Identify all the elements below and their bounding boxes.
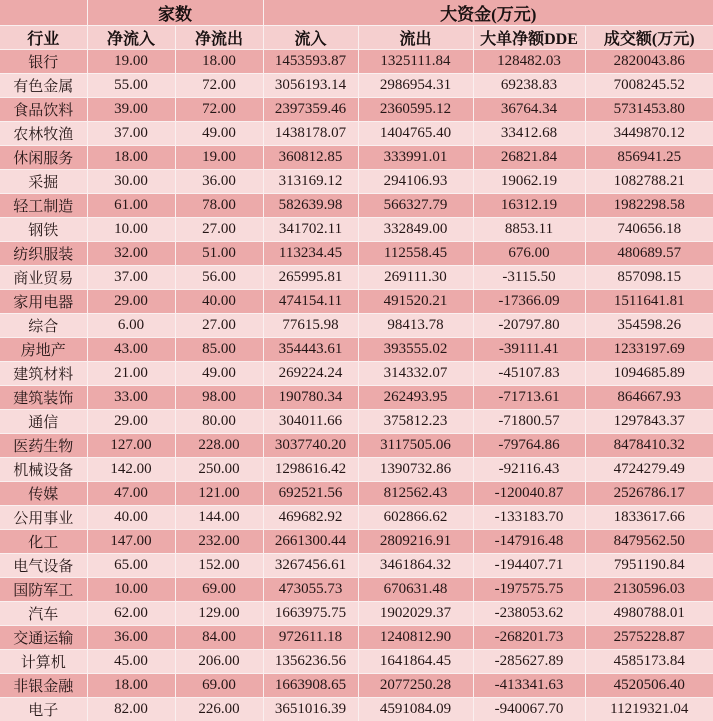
- net-outflow-cell[interactable]: 72.00: [175, 98, 263, 122]
- inflow-cell[interactable]: 265995.81: [263, 266, 358, 290]
- outflow-cell[interactable]: 112558.45: [358, 242, 473, 266]
- inflow-cell[interactable]: 354443.61: [263, 338, 358, 362]
- column-header-net-inflow[interactable]: 净流入: [87, 26, 175, 50]
- net-inflow-cell[interactable]: 33.00: [87, 386, 175, 410]
- table-row[interactable]: [0, 554, 713, 578]
- table-row[interactable]: [0, 50, 713, 74]
- industry-cell[interactable]: 休闲服务: [0, 146, 87, 170]
- dde-net-cell[interactable]: -238053.62: [473, 602, 585, 626]
- outflow-cell[interactable]: 1240812.90: [358, 626, 473, 650]
- industry-cell[interactable]: 公用事业: [0, 506, 87, 530]
- industry-cell[interactable]: 建筑装饰: [0, 386, 87, 410]
- table-row[interactable]: [0, 218, 713, 242]
- outflow-cell[interactable]: 491520.21: [358, 290, 473, 314]
- turnover-cell[interactable]: 740656.18: [585, 218, 713, 242]
- net-outflow-cell[interactable]: 72.00: [175, 74, 263, 98]
- header-group-industry-spacer: [0, 0, 87, 26]
- dde-net-cell[interactable]: -133183.70: [473, 506, 585, 530]
- outflow-cell[interactable]: 2360595.12: [358, 98, 473, 122]
- net-inflow-cell[interactable]: 142.00: [87, 458, 175, 482]
- net-outflow-cell[interactable]: 49.00: [175, 122, 263, 146]
- inflow-cell[interactable]: 3651016.39: [263, 698, 358, 721]
- table-row[interactable]: [0, 578, 713, 602]
- inflow-cell[interactable]: 1356236.56: [263, 650, 358, 674]
- inflow-cell[interactable]: 190780.34: [263, 386, 358, 410]
- column-header-outflow[interactable]: 流出: [358, 26, 473, 50]
- table-row[interactable]: [0, 74, 713, 98]
- net-inflow-cell[interactable]: 18.00: [87, 674, 175, 698]
- column-header-net-outflow[interactable]: 净流出: [175, 26, 263, 50]
- dde-net-cell[interactable]: -71713.61: [473, 386, 585, 410]
- inflow-cell[interactable]: 473055.73: [263, 578, 358, 602]
- net-outflow-cell[interactable]: 226.00: [175, 698, 263, 721]
- turnover-cell[interactable]: 864667.93: [585, 386, 713, 410]
- net-inflow-cell[interactable]: 30.00: [87, 170, 175, 194]
- turnover-cell[interactable]: 8479562.50: [585, 530, 713, 554]
- industry-cell[interactable]: 传媒: [0, 482, 87, 506]
- outflow-cell[interactable]: 262493.95: [358, 386, 473, 410]
- net-inflow-cell[interactable]: 37.00: [87, 266, 175, 290]
- turnover-cell[interactable]: 1833617.66: [585, 506, 713, 530]
- net-inflow-cell[interactable]: 47.00: [87, 482, 175, 506]
- net-outflow-cell[interactable]: 206.00: [175, 650, 263, 674]
- dde-net-cell[interactable]: 16312.19: [473, 194, 585, 218]
- inflow-cell[interactable]: 269224.24: [263, 362, 358, 386]
- table-row[interactable]: [0, 170, 713, 194]
- dde-net-cell[interactable]: -39111.41: [473, 338, 585, 362]
- inflow-cell[interactable]: 113234.45: [263, 242, 358, 266]
- outflow-cell[interactable]: 1390732.86: [358, 458, 473, 482]
- dde-net-cell[interactable]: -79764.86: [473, 434, 585, 458]
- net-outflow-cell[interactable]: 250.00: [175, 458, 263, 482]
- net-inflow-cell[interactable]: 36.00: [87, 626, 175, 650]
- turnover-cell[interactable]: 7008245.52: [585, 74, 713, 98]
- table-row[interactable]: [0, 338, 713, 362]
- industry-cell[interactable]: 家用电器: [0, 290, 87, 314]
- industry-cell[interactable]: 国防军工: [0, 578, 87, 602]
- net-inflow-cell[interactable]: 37.00: [87, 122, 175, 146]
- turnover-cell[interactable]: 4520506.40: [585, 674, 713, 698]
- table-row[interactable]: [0, 266, 713, 290]
- inflow-cell[interactable]: 972611.18: [263, 626, 358, 650]
- net-outflow-cell[interactable]: 36.00: [175, 170, 263, 194]
- net-outflow-cell[interactable]: 27.00: [175, 218, 263, 242]
- outflow-cell[interactable]: 602866.62: [358, 506, 473, 530]
- table-row[interactable]: [0, 122, 713, 146]
- inflow-cell[interactable]: 77615.98: [263, 314, 358, 338]
- turnover-cell[interactable]: 1233197.69: [585, 338, 713, 362]
- turnover-cell[interactable]: 856941.25: [585, 146, 713, 170]
- inflow-cell[interactable]: 313169.12: [263, 170, 358, 194]
- net-outflow-cell[interactable]: 19.00: [175, 146, 263, 170]
- net-inflow-cell[interactable]: 127.00: [87, 434, 175, 458]
- net-outflow-cell[interactable]: 69.00: [175, 578, 263, 602]
- turnover-cell[interactable]: 4980788.01: [585, 602, 713, 626]
- industry-cell[interactable]: 钢铁: [0, 218, 87, 242]
- inflow-cell[interactable]: 469682.92: [263, 506, 358, 530]
- dde-net-cell[interactable]: -147916.48: [473, 530, 585, 554]
- net-outflow-cell[interactable]: 40.00: [175, 290, 263, 314]
- dde-net-cell[interactable]: -413341.63: [473, 674, 585, 698]
- industry-cell[interactable]: 轻工制造: [0, 194, 87, 218]
- net-inflow-cell[interactable]: 39.00: [87, 98, 175, 122]
- net-outflow-cell[interactable]: 144.00: [175, 506, 263, 530]
- dde-net-cell[interactable]: 36764.34: [473, 98, 585, 122]
- industry-cell[interactable]: 通信: [0, 410, 87, 434]
- net-outflow-cell[interactable]: 129.00: [175, 602, 263, 626]
- turnover-cell[interactable]: 2130596.03: [585, 578, 713, 602]
- dde-net-cell[interactable]: 69238.83: [473, 74, 585, 98]
- industry-cell[interactable]: 商业贸易: [0, 266, 87, 290]
- net-inflow-cell[interactable]: 19.00: [87, 50, 175, 74]
- outflow-cell[interactable]: 3461864.32: [358, 554, 473, 578]
- outflow-cell[interactable]: 812562.43: [358, 482, 473, 506]
- turnover-cell[interactable]: 1982298.58: [585, 194, 713, 218]
- outflow-cell[interactable]: 294106.93: [358, 170, 473, 194]
- outflow-cell[interactable]: 670631.48: [358, 578, 473, 602]
- dde-net-cell[interactable]: 33412.68: [473, 122, 585, 146]
- inflow-cell[interactable]: 474154.11: [263, 290, 358, 314]
- industry-cell[interactable]: 房地产: [0, 338, 87, 362]
- inflow-cell[interactable]: 360812.85: [263, 146, 358, 170]
- net-inflow-cell[interactable]: 6.00: [87, 314, 175, 338]
- table-row[interactable]: [0, 98, 713, 122]
- industry-cell[interactable]: 交通运输: [0, 626, 87, 650]
- inflow-cell[interactable]: 2661300.44: [263, 530, 358, 554]
- table-header: [0, 0, 713, 50]
- industry-cell[interactable]: 综合: [0, 314, 87, 338]
- net-outflow-cell[interactable]: 84.00: [175, 626, 263, 650]
- dde-net-cell[interactable]: -92116.43: [473, 458, 585, 482]
- net-outflow-cell[interactable]: 49.00: [175, 362, 263, 386]
- net-inflow-cell[interactable]: 29.00: [87, 290, 175, 314]
- turnover-cell[interactable]: 5731453.80: [585, 98, 713, 122]
- net-inflow-cell[interactable]: 21.00: [87, 362, 175, 386]
- dde-net-cell[interactable]: -194407.71: [473, 554, 585, 578]
- net-inflow-cell[interactable]: 55.00: [87, 74, 175, 98]
- net-outflow-cell[interactable]: 18.00: [175, 50, 263, 74]
- outflow-cell[interactable]: 2077250.28: [358, 674, 473, 698]
- turnover-cell[interactable]: 2575228.87: [585, 626, 713, 650]
- table-row[interactable]: [0, 386, 713, 410]
- outflow-cell[interactable]: 2986954.31: [358, 74, 473, 98]
- net-inflow-cell[interactable]: 29.00: [87, 410, 175, 434]
- turnover-cell[interactable]: 480689.57: [585, 242, 713, 266]
- inflow-cell[interactable]: 2397359.46: [263, 98, 358, 122]
- table-row[interactable]: [0, 434, 713, 458]
- turnover-cell[interactable]: 2526786.17: [585, 482, 713, 506]
- industry-cell[interactable]: 化工: [0, 530, 87, 554]
- inflow-cell[interactable]: 3267456.61: [263, 554, 358, 578]
- net-inflow-cell[interactable]: 10.00: [87, 578, 175, 602]
- outflow-cell[interactable]: 393555.02: [358, 338, 473, 362]
- net-inflow-cell[interactable]: 10.00: [87, 218, 175, 242]
- net-outflow-cell[interactable]: 69.00: [175, 674, 263, 698]
- industry-cell[interactable]: 建筑材料: [0, 362, 87, 386]
- industry-cell[interactable]: 机械设备: [0, 458, 87, 482]
- dde-net-cell[interactable]: 8853.11: [473, 218, 585, 242]
- net-outflow-cell[interactable]: 78.00: [175, 194, 263, 218]
- outflow-cell[interactable]: 3117505.06: [358, 434, 473, 458]
- table-row[interactable]: [0, 458, 713, 482]
- industry-cell[interactable]: 食品饮料: [0, 98, 87, 122]
- turnover-cell[interactable]: 4585173.84: [585, 650, 713, 674]
- column-header-industry[interactable]: 行业: [0, 26, 87, 50]
- header-group-big-funds: 大资金(万元): [263, 0, 713, 26]
- net-outflow-cell[interactable]: 152.00: [175, 554, 263, 578]
- table-row[interactable]: [0, 602, 713, 626]
- inflow-cell[interactable]: 1663908.65: [263, 674, 358, 698]
- outflow-cell[interactable]: 2809216.91: [358, 530, 473, 554]
- header-group-row: [0, 0, 713, 26]
- dde-net-cell[interactable]: -71800.57: [473, 410, 585, 434]
- table-row[interactable]: [0, 674, 713, 698]
- outflow-cell[interactable]: 314332.07: [358, 362, 473, 386]
- dde-net-cell[interactable]: -120040.87: [473, 482, 585, 506]
- industry-cell[interactable]: 农林牧渔: [0, 122, 87, 146]
- outflow-cell[interactable]: 4591084.09: [358, 698, 473, 721]
- industry-cell[interactable]: 采掘: [0, 170, 87, 194]
- inflow-cell[interactable]: 1663975.75: [263, 602, 358, 626]
- net-outflow-cell[interactable]: 56.00: [175, 266, 263, 290]
- outflow-cell[interactable]: 332849.00: [358, 218, 473, 242]
- table-row[interactable]: [0, 290, 713, 314]
- column-header-inflow[interactable]: 流入: [263, 26, 358, 50]
- outflow-cell[interactable]: 1902029.37: [358, 602, 473, 626]
- table-row[interactable]: [0, 410, 713, 434]
- dde-net-cell[interactable]: 19062.19: [473, 170, 585, 194]
- dde-net-cell[interactable]: -285627.89: [473, 650, 585, 674]
- inflow-cell[interactable]: 1453593.87: [263, 50, 358, 74]
- table-row[interactable]: [0, 194, 713, 218]
- dde-net-cell[interactable]: -20797.80: [473, 314, 585, 338]
- outflow-cell[interactable]: 1404765.40: [358, 122, 473, 146]
- dde-net-cell[interactable]: -17366.09: [473, 290, 585, 314]
- inflow-cell[interactable]: 3037740.20: [263, 434, 358, 458]
- outflow-cell[interactable]: 1641864.45: [358, 650, 473, 674]
- dde-net-cell[interactable]: -197575.75: [473, 578, 585, 602]
- industry-cell[interactable]: 非银金融: [0, 674, 87, 698]
- net-inflow-cell[interactable]: 40.00: [87, 506, 175, 530]
- header-columns-row: [0, 26, 713, 50]
- dde-net-cell[interactable]: -268201.73: [473, 626, 585, 650]
- table-row[interactable]: [0, 362, 713, 386]
- turnover-cell[interactable]: 2820043.86: [585, 50, 713, 74]
- net-outflow-cell[interactable]: 85.00: [175, 338, 263, 362]
- turnover-cell[interactable]: 354598.26: [585, 314, 713, 338]
- column-header-turnover[interactable]: 成交额(万元): [585, 26, 713, 50]
- net-inflow-cell[interactable]: 32.00: [87, 242, 175, 266]
- net-inflow-cell[interactable]: 65.00: [87, 554, 175, 578]
- table-row[interactable]: [0, 314, 713, 338]
- dde-net-cell[interactable]: -3115.50: [473, 266, 585, 290]
- net-outflow-cell[interactable]: 228.00: [175, 434, 263, 458]
- net-outflow-cell[interactable]: 80.00: [175, 410, 263, 434]
- turnover-cell[interactable]: 8478410.32: [585, 434, 713, 458]
- outflow-cell[interactable]: 566327.79: [358, 194, 473, 218]
- industry-cell[interactable]: 医药生物: [0, 434, 87, 458]
- turnover-cell[interactable]: 3449870.12: [585, 122, 713, 146]
- net-outflow-cell[interactable]: 232.00: [175, 530, 263, 554]
- turnover-cell[interactable]: 1082788.21: [585, 170, 713, 194]
- outflow-cell[interactable]: 1325111.84: [358, 50, 473, 74]
- table-body: [0, 50, 713, 721]
- turnover-cell[interactable]: 7951190.84: [585, 554, 713, 578]
- turnover-cell[interactable]: 11219321.04: [585, 698, 713, 721]
- table-row[interactable]: [0, 482, 713, 506]
- outflow-cell[interactable]: 98413.78: [358, 314, 473, 338]
- turnover-cell[interactable]: 857098.15: [585, 266, 713, 290]
- outflow-cell[interactable]: 333991.01: [358, 146, 473, 170]
- inflow-cell[interactable]: 304011.66: [263, 410, 358, 434]
- dde-net-cell[interactable]: 676.00: [473, 242, 585, 266]
- dde-net-cell[interactable]: 128482.03: [473, 50, 585, 74]
- net-inflow-cell[interactable]: 43.00: [87, 338, 175, 362]
- outflow-cell[interactable]: 269111.30: [358, 266, 473, 290]
- turnover-cell[interactable]: 1094685.89: [585, 362, 713, 386]
- table-row[interactable]: [0, 242, 713, 266]
- industry-cell[interactable]: 纺织服装: [0, 242, 87, 266]
- outflow-cell[interactable]: 375812.23: [358, 410, 473, 434]
- net-inflow-cell[interactable]: 18.00: [87, 146, 175, 170]
- column-header-dde-net[interactable]: 大单净额DDE: [473, 26, 585, 50]
- inflow-cell[interactable]: 582639.98: [263, 194, 358, 218]
- inflow-cell[interactable]: 1298616.42: [263, 458, 358, 482]
- table-row[interactable]: [0, 146, 713, 170]
- dde-net-cell[interactable]: -940067.70: [473, 698, 585, 721]
- net-outflow-cell[interactable]: 51.00: [175, 242, 263, 266]
- net-outflow-cell[interactable]: 27.00: [175, 314, 263, 338]
- table-row[interactable]: [0, 506, 713, 530]
- table-row[interactable]: [0, 626, 713, 650]
- industry-cell[interactable]: 计算机: [0, 650, 87, 674]
- net-inflow-cell[interactable]: 61.00: [87, 194, 175, 218]
- dde-net-cell[interactable]: -45107.83: [473, 362, 585, 386]
- industry-cell[interactable]: 银行: [0, 50, 87, 74]
- industry-cell[interactable]: 有色金属: [0, 74, 87, 98]
- net-inflow-cell[interactable]: 147.00: [87, 530, 175, 554]
- turnover-cell[interactable]: 1511641.81: [585, 290, 713, 314]
- net-inflow-cell[interactable]: 45.00: [87, 650, 175, 674]
- net-inflow-cell[interactable]: 62.00: [87, 602, 175, 626]
- inflow-cell[interactable]: 3056193.14: [263, 74, 358, 98]
- net-outflow-cell[interactable]: 98.00: [175, 386, 263, 410]
- dde-net-cell[interactable]: 26821.84: [473, 146, 585, 170]
- header-group-company-count: 家数: [87, 0, 263, 26]
- net-outflow-cell[interactable]: 121.00: [175, 482, 263, 506]
- inflow-cell[interactable]: 341702.11: [263, 218, 358, 242]
- net-inflow-cell[interactable]: 82.00: [87, 698, 175, 721]
- table-row[interactable]: [0, 650, 713, 674]
- inflow-cell[interactable]: 1438178.07: [263, 122, 358, 146]
- turnover-cell[interactable]: 4724279.49: [585, 458, 713, 482]
- table-row[interactable]: [0, 530, 713, 554]
- industry-cell[interactable]: 电子: [0, 698, 87, 721]
- industry-cell[interactable]: 汽车: [0, 602, 87, 626]
- turnover-cell[interactable]: 1297843.37: [585, 410, 713, 434]
- inflow-cell[interactable]: 692521.56: [263, 482, 358, 506]
- industry-cell[interactable]: 电气设备: [0, 554, 87, 578]
- table-row[interactable]: [0, 698, 713, 721]
